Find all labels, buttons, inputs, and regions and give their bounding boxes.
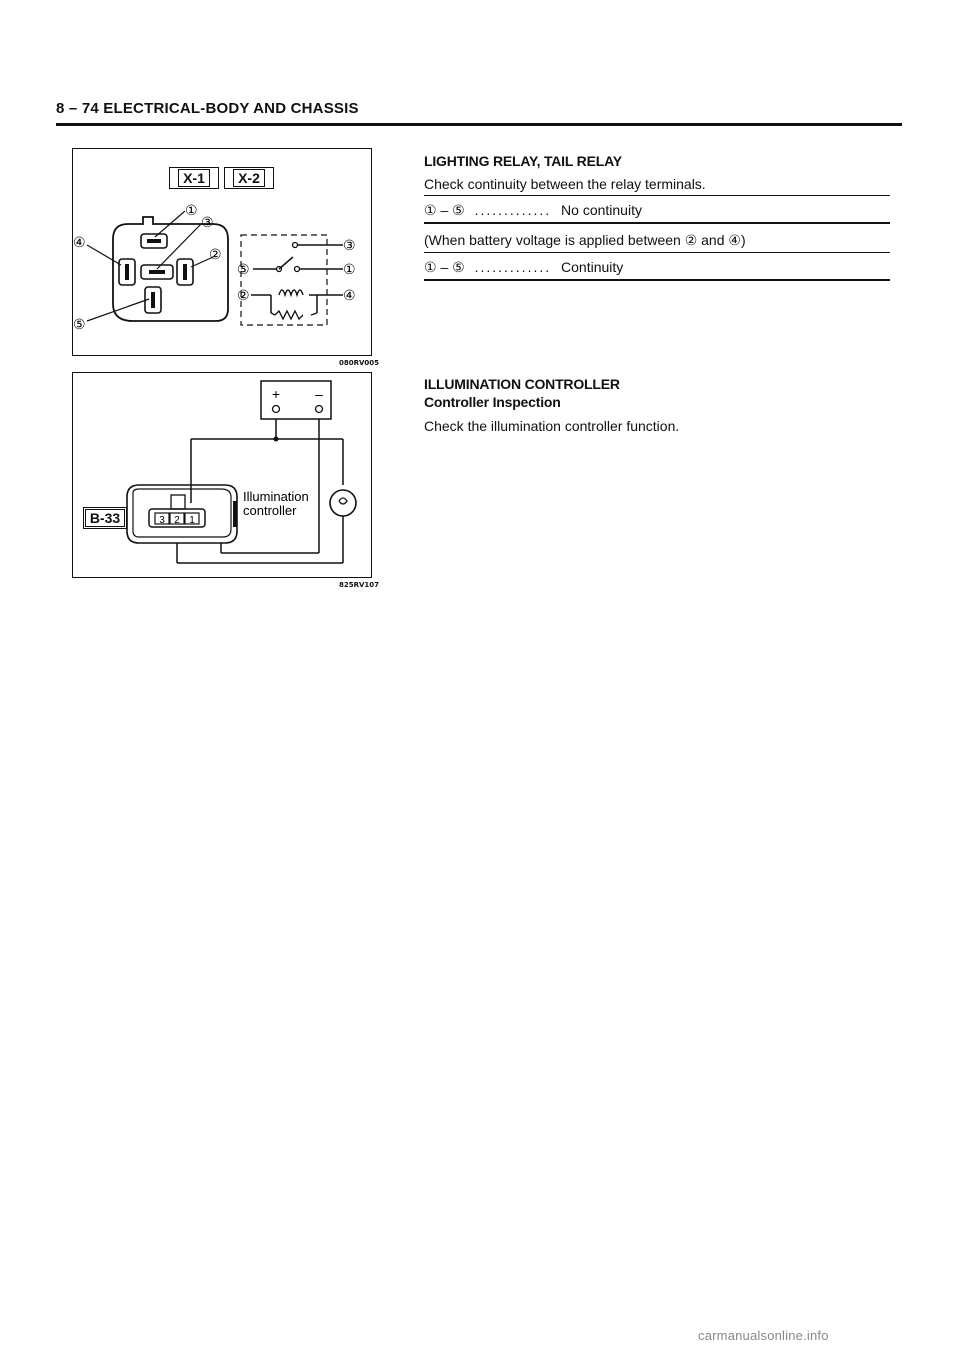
housing-label-1: ① [185, 202, 198, 218]
row1-dots: ............. [474, 202, 552, 218]
relay-intro: Check continuity between the relay terminals. [424, 173, 890, 196]
illumination-circuit-svg [73, 373, 373, 579]
tag-x2: X-2 [224, 167, 274, 189]
housing-label-4: ④ [73, 234, 86, 250]
battery-minus-terminal [316, 406, 323, 413]
battery-plus-terminal [273, 406, 280, 413]
relay-title: LIGHTING RELAY, TAIL RELAY [424, 153, 622, 169]
watermark: carmanualsonline.info [698, 1328, 829, 1343]
blade-3-slot [147, 239, 161, 243]
illumination-title: ILLUMINATION CONTROLLER [424, 376, 620, 392]
figure1-code: 080RV005 [339, 359, 380, 367]
switch-arm [279, 257, 293, 269]
row1-result: No continuity [561, 202, 642, 218]
controller-label-line1: Illumination [243, 489, 309, 504]
battery-minus: – [315, 386, 323, 402]
coil-symbol [279, 290, 303, 295]
page-header: 8 – 74 ELECTRICAL-BODY AND CHASSIS [56, 100, 359, 117]
connector-housing [127, 485, 237, 543]
illumination-text: Check the illumination controller function. [424, 418, 680, 434]
pin-2-label: 2 [174, 515, 180, 526]
resistor-symbol [275, 311, 303, 319]
relay-diagram-svg [73, 149, 373, 357]
relay-diagram [72, 148, 380, 367]
blade-center-slot [149, 270, 165, 274]
housing-label-5: ⑤ [73, 316, 86, 332]
row2-result: Continuity [561, 259, 624, 275]
housing-label-3: ③ [201, 214, 214, 230]
schematic-label-3: ③ [343, 237, 356, 253]
header-rule [56, 123, 902, 126]
blade-5-slot [151, 292, 155, 308]
schematic-label-4: ④ [343, 287, 356, 303]
row1-terms: ① – ⑤ [424, 202, 465, 218]
relay-section [424, 150, 890, 281]
illumination-section [424, 376, 890, 434]
tag-x1: X-1 [169, 167, 219, 189]
schematic-label-1: ① [343, 261, 356, 277]
housing-label-2: ② [209, 246, 222, 262]
connector-latch [171, 495, 185, 509]
illumination-subtitle: Controller Inspection [424, 394, 561, 410]
controller-label-line2: controller [243, 503, 297, 518]
battery-plus: + [271, 386, 281, 402]
schematic-label-2: ② [237, 287, 250, 303]
relay-condition: (When battery voltage is applied between ② and ④) [424, 224, 890, 253]
relay-row2 [424, 253, 890, 281]
relay-row1 [424, 196, 890, 224]
figure2-code: 825RV107 [339, 581, 380, 589]
blade-2-slot [183, 264, 187, 280]
row2-terms: ① – ⑤ [424, 259, 465, 275]
tag-b33: B-33 [83, 507, 127, 529]
pin-3-label: 3 [159, 515, 165, 526]
illumination-circuit-diagram [72, 372, 380, 589]
schematic-label-5: ⑤ [237, 261, 250, 277]
lamp-icon [330, 490, 356, 516]
blade-4-slot [125, 264, 129, 280]
relay-schematic-box [241, 235, 327, 325]
row2-dots: ............. [474, 259, 552, 275]
pin-1-label: 1 [189, 515, 195, 526]
